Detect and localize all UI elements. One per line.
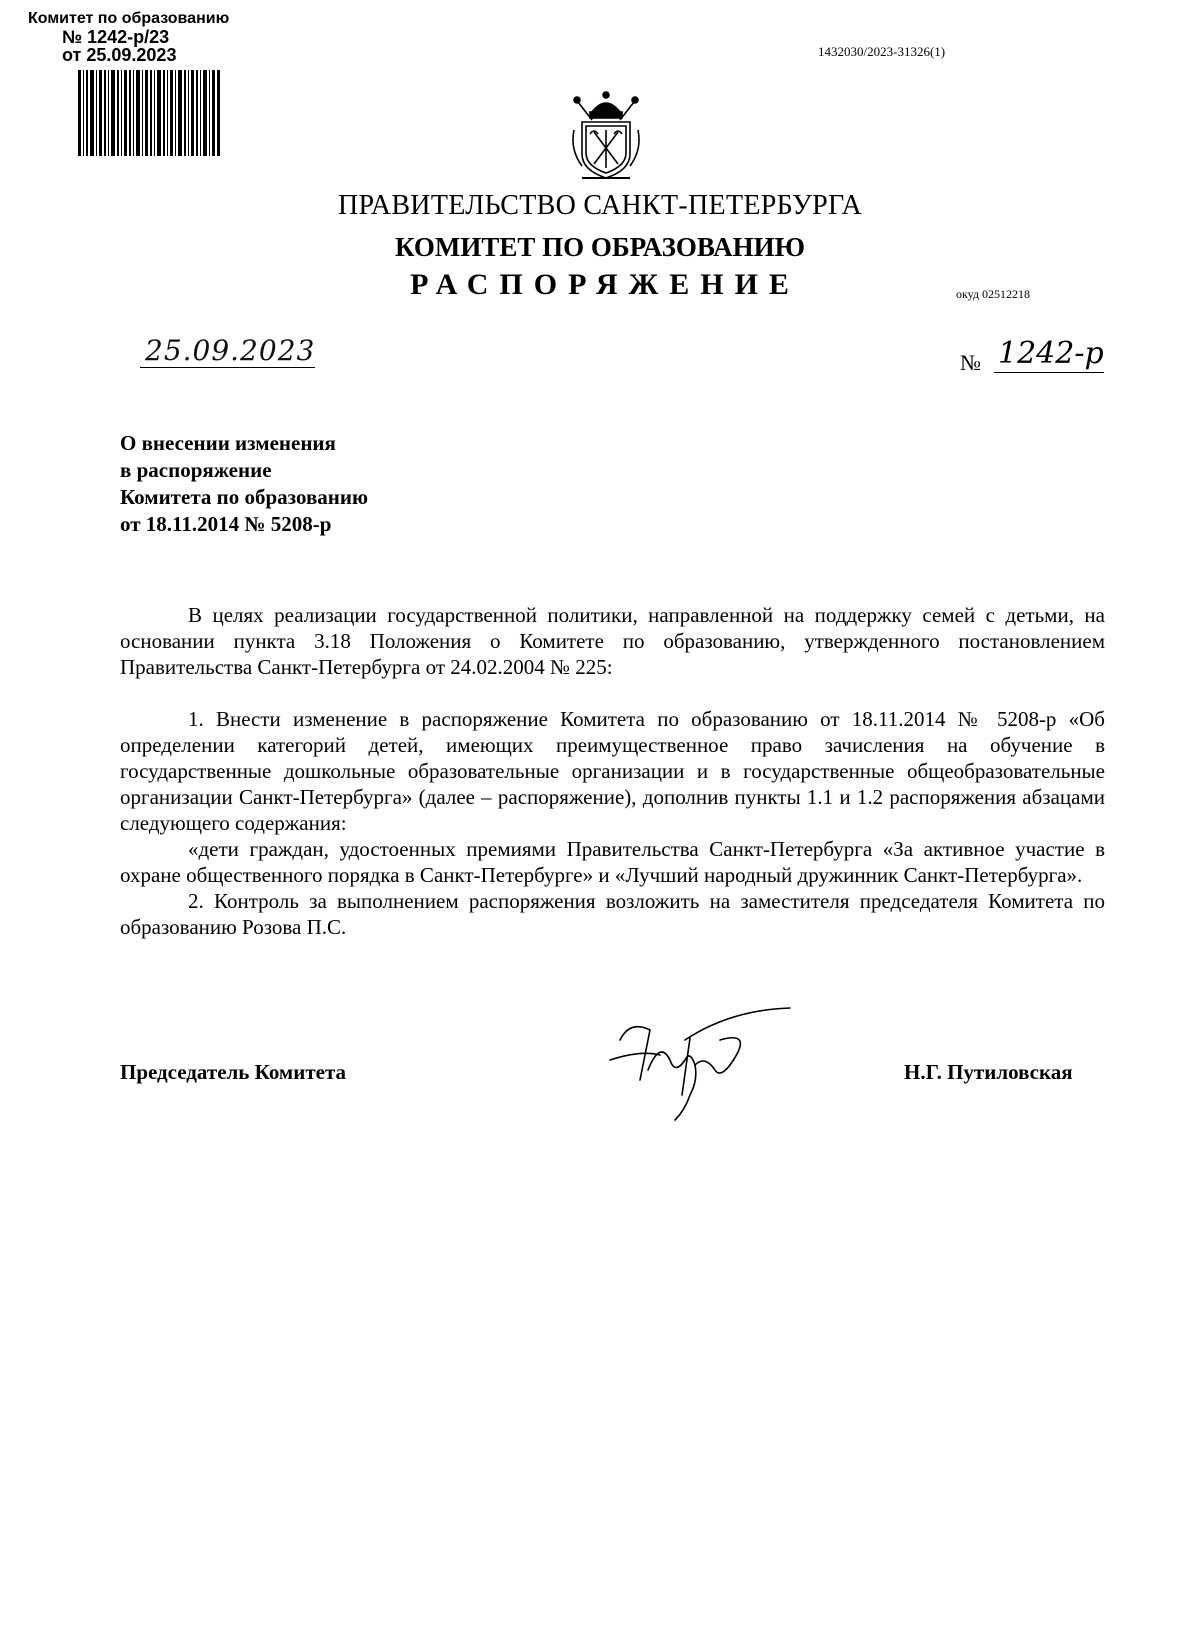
number-label: № [960,350,981,375]
stamp-org: Комитет по образованию [28,10,230,27]
stamp-number: № 1242-р/23 [62,27,170,47]
subject-line: от 18.11.2014 № 5208-р [120,512,332,536]
subject-line: Комитета по образованию [120,485,369,509]
coat-of-arms-icon [568,90,644,186]
item-1-quote-paragraph: «дети граждан, удостоенных премиями Правительства Санкт-Петербурга «За активное участие в охране общественного порядка в Санкт-Петербурге» и «Лучший народный дружинник Санкт-Петербурга». [120,837,1105,887]
barcode [78,70,220,156]
item-2-paragraph: 2. Контроль за выполнением распоряжения возложить на заместителя председателя Комитета по образованию Розова П.С. [120,889,1105,939]
subject-line: в распоряжение [120,458,272,482]
signatory-name: Н.Г. Путиловская [904,1060,1073,1084]
handwritten-number: 1242-р [998,336,1104,371]
item-1-paragraph: 1. Внести изменение в распоряжение Комитета по образованию от 18.11.2014 № 5208-р «Об определении категорий детей, имеющих преимущественное право зачисления на обучение в государственные дошкольные образовательные организации и в государственные общеобразовательные организации Санкт-Петербурга» (далее – распоряжение), дополнив пункты 1.1 и 1.2 распоряжения абзацами следующего содержания: [120,707,1105,835]
number-underline [994,372,1104,373]
document-body [120,602,1105,940]
document-id: 1432030/2023-31326(1) [818,44,946,59]
handwritten-date: 25.09.2023 [145,334,316,367]
okud-code: окуд 02512218 [956,287,1031,301]
handwritten-signature [590,1000,830,1130]
date-underline [140,367,315,368]
committee-name: КОМИТЕТ ПО ОБРАЗОВАНИЮ [394,232,806,262]
subject-line: О внесении изменения [120,431,336,455]
preamble-paragraph: В целях реализации государственной политики, направленной на поддержку семей с детьми, на основании пункта 3.18 Положения о Комитете по образованию, утвержденного постановлением Правительства Санкт-Петербурга от 24.02.2004 № 225: [120,603,1105,679]
government-name: ПРАВИТЕЛЬСТВО САНКТ-ПЕТЕРБУРГА [338,190,862,221]
signatory-position: Председатель Комитета [120,1060,347,1084]
document-type: РАСПОРЯЖЕНИЕ [410,268,800,301]
document-subject [120,430,368,538]
stamp-date: от 25.09.2023 [62,45,177,65]
registration-stamp [28,10,229,64]
